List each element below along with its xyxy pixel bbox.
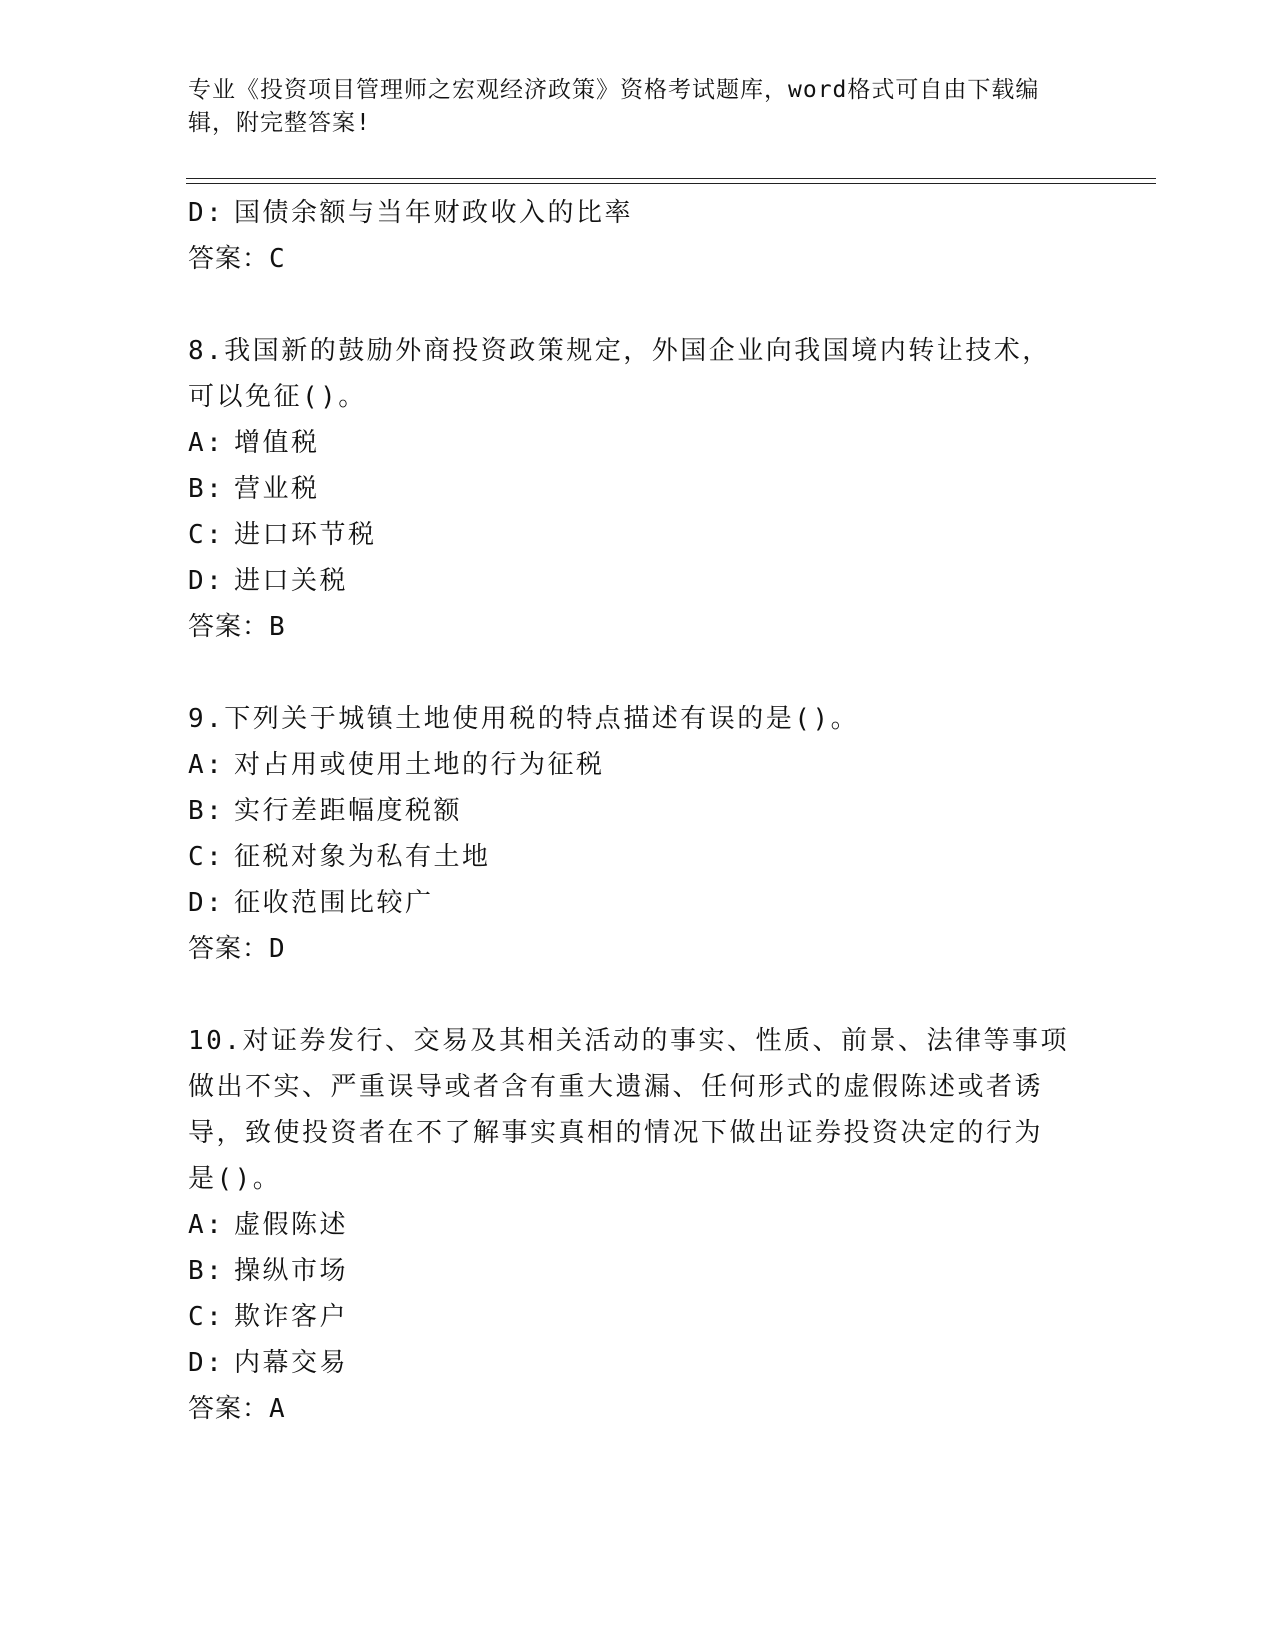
question-10 — [188, 1018, 1088, 1432]
option-b — [188, 1248, 1088, 1294]
option-d — [188, 558, 1088, 604]
option-letter: B: — [188, 1256, 225, 1286]
option-text: 征税对象为私有土地 — [234, 842, 491, 872]
option-letter: B: — [188, 796, 225, 826]
spacer — [188, 650, 1088, 696]
question-8 — [188, 328, 1088, 650]
spacer — [188, 282, 1088, 328]
option-text: 内幕交易 — [234, 1348, 349, 1378]
prev-answer — [188, 236, 1088, 282]
option-text: 国债余额与当年财政收入的比率 — [234, 198, 634, 228]
option-b — [188, 466, 1088, 512]
option-text: 对占用或使用土地的行为征税 — [234, 750, 605, 780]
option-b — [188, 788, 1088, 834]
answer-label: 答案： — [188, 244, 270, 274]
option-letter: A: — [188, 750, 225, 780]
option-letter: B: — [188, 474, 225, 504]
answer-value: A — [269, 1394, 286, 1424]
option-c — [188, 1294, 1088, 1340]
option-a — [188, 420, 1088, 466]
answer-label: 答案： — [188, 1394, 270, 1424]
option-letter: C: — [188, 842, 225, 872]
option-text: 进口环节税 — [234, 520, 377, 550]
option-letter: C: — [188, 1302, 225, 1332]
answer — [188, 926, 1088, 972]
option-letter: D: — [188, 566, 225, 596]
option-a — [188, 1202, 1088, 1248]
question-content — [188, 190, 1088, 1432]
header-rule-top — [186, 178, 1156, 179]
option-text: 营业税 — [234, 474, 320, 504]
question-stem-line: 9.下列关于城镇土地使用税的特点描述有误的是()。 — [188, 704, 860, 734]
spacer — [188, 972, 1088, 1018]
header-rule-bottom — [186, 183, 1156, 184]
option-text: 实行差距幅度税额 — [234, 796, 463, 826]
answer — [188, 1386, 1088, 1432]
question-stem-line: 10.对证券发行、交易及其相关活动的事实、性质、前景、法律等事项 — [188, 1026, 1069, 1056]
answer — [188, 604, 1088, 650]
option-d — [188, 1340, 1088, 1386]
option-letter: A: — [188, 428, 225, 458]
option-text: 虚假陈述 — [234, 1210, 349, 1240]
option-text: 增值税 — [234, 428, 320, 458]
option-text: 操纵市场 — [234, 1256, 349, 1286]
page-header — [188, 74, 1068, 140]
question-stem-line: 做出不实、严重误导或者含有重大遗漏、任何形式的虚假陈述或者诱 — [188, 1072, 1044, 1102]
question-stem-line: 8.我国新的鼓励外商投资政策规定，外国企业向我国境内转让技术， — [188, 336, 1051, 366]
question-stem-line: 导，致使投资者在不了解事实真相的情况下做出证券投资决定的行为 — [188, 1118, 1044, 1148]
option-c — [188, 512, 1088, 558]
option-letter: D: — [188, 888, 225, 918]
question-9 — [188, 696, 1088, 972]
answer-value: B — [269, 612, 286, 642]
option-letter: C: — [188, 520, 225, 550]
header-line-1: 专业《投资项目管理师之宏观经济政策》资格考试题库，word格式可自由下载编 — [188, 77, 1040, 103]
option-letter: A: — [188, 1210, 225, 1240]
question-stem-line: 可以免征()。 — [188, 382, 367, 412]
question-stem-line: 是()。 — [188, 1164, 282, 1194]
option-letter: D: — [188, 1348, 225, 1378]
option-a — [188, 742, 1088, 788]
option-d — [188, 880, 1088, 926]
answer-value: D — [269, 934, 286, 964]
option-text: 欺诈客户 — [234, 1302, 349, 1332]
option-text: 进口关税 — [234, 566, 349, 596]
option-letter: D: — [188, 198, 225, 228]
prev-option-d — [188, 190, 1088, 236]
answer-value: C — [269, 244, 286, 274]
option-text: 征收范围比较广 — [234, 888, 434, 918]
answer-label: 答案： — [188, 934, 270, 964]
option-c — [188, 834, 1088, 880]
answer-label: 答案： — [188, 612, 270, 642]
header-line-2: 辑，附完整答案! — [188, 110, 371, 136]
